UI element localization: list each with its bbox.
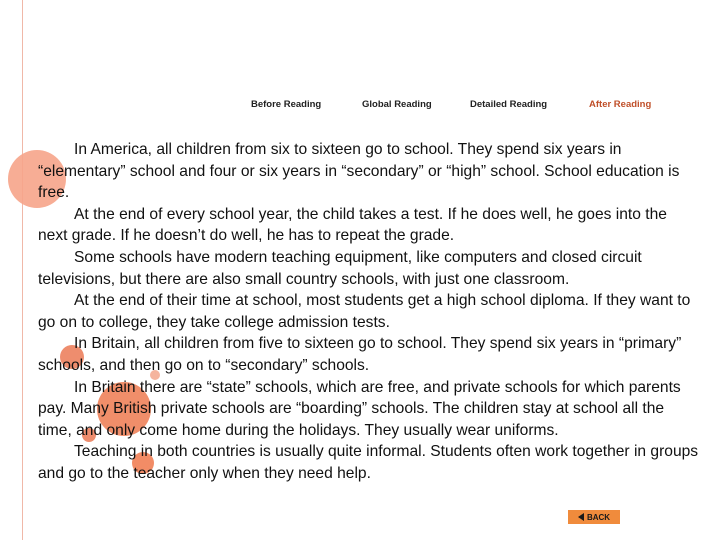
paragraph: Teaching in both countries is usually quite informal. Students often work together in groups and go to the teacher only when they need help. [38, 443, 699, 482]
paragraph: In Britain, all children from five to sixteen go to school. They spend six years in “primary” schools, and then go on to “secondary” schools. [38, 335, 682, 374]
nav-global-reading[interactable]: Global Reading [362, 99, 432, 110]
nav-after-reading[interactable]: After Reading [589, 99, 652, 110]
decorative-border-line [22, 0, 23, 540]
nav-detailed-reading[interactable]: Detailed Reading [470, 99, 548, 110]
paragraph: Some schools have modern teaching equipment, like computers and closed circuit televisions, but there are also small country schools, with just one classroom. [38, 248, 642, 288]
reading-passage [38, 139, 700, 485]
paragraph: At the end of every school year, the child takes a test. If he does well, he goes into the next grade. If he doesn’t do well, he has to repeat the grade. [38, 205, 667, 245]
paragraph: In America, all children from six to sixteen go to school. They spend six years in “elementary” school and four or six years in “secondary” or “high” school. School education is free. [38, 141, 680, 202]
paragraph: At the end of their time at school, most students get a high school diploma. If they want to go on to college, they take college admission tests. [38, 292, 691, 331]
back-button[interactable] [568, 510, 620, 524]
nav-before-reading[interactable]: Before Reading [251, 99, 322, 110]
paragraph: In Britain there are “state” schools, which are free, and private schools for which parents pay. Many British private schools are “boarding” schools. The children stay at school all the time, and only come home during the holidays. They usually wear uniforms. [38, 378, 681, 439]
back-arrow-icon [578, 513, 584, 521]
back-button-label: BACK [586, 512, 611, 522]
reading-nav [0, 99, 720, 113]
